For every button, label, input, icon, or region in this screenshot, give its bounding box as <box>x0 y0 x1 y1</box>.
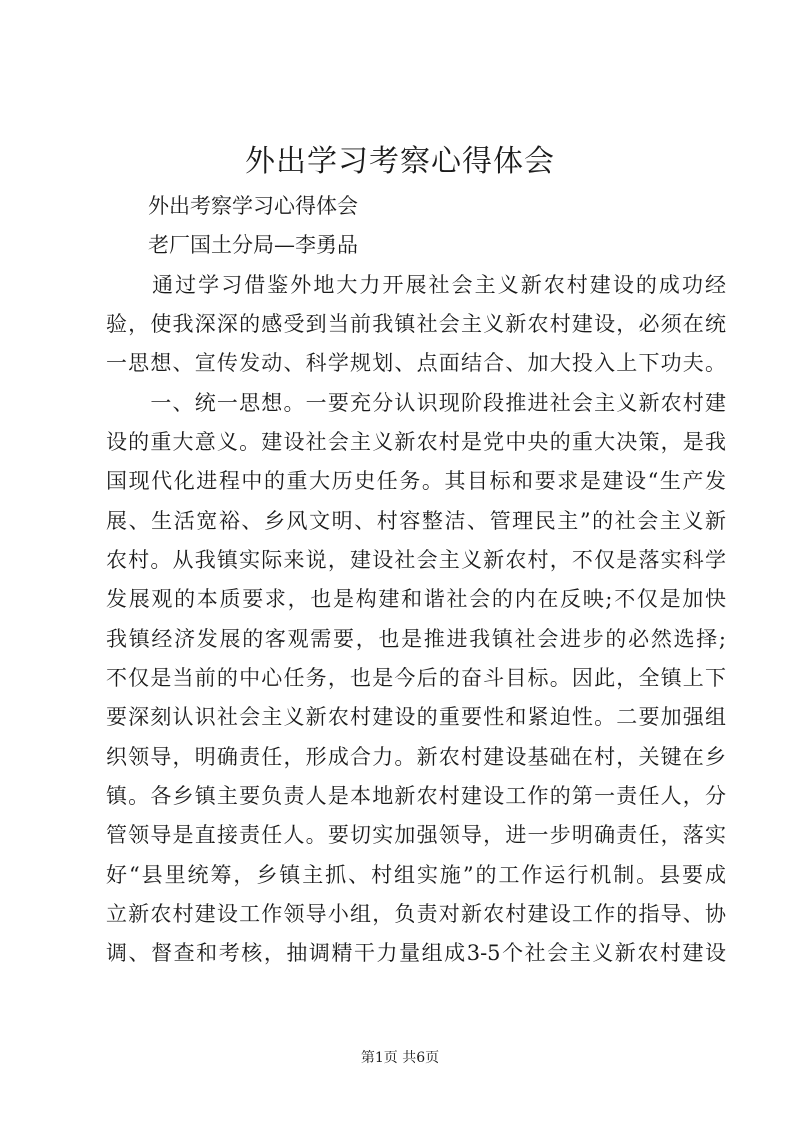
body-line: 一思想、宣传发动、科学规划、点面结合、加大投入上下功夫。 <box>106 351 726 375</box>
body-line: 好“县里统筹，乡镇主抓、村组实施”的工作运行机制。县要成 <box>106 863 726 887</box>
document-title: 外出学习考察心得体会 <box>245 144 555 179</box>
body-line: 不仅是当前的中心任务，也是今后的奋斗目标。因此，全镇上下 <box>106 666 726 690</box>
author-line: 老厂国土分局—李勇品 <box>106 233 358 257</box>
body-line: 管领导是直接责任人。要切实加强领导，进一步明确责任，落实 <box>106 823 726 847</box>
body-line: 展、生活宽裕、乡风文明、村容整洁、管理民主”的社会主义新 <box>106 509 726 533</box>
page-number: 第1页 共6页 <box>360 1050 440 1066</box>
body-line: 设的重大意义。建设社会主义新农村是党中央的重大决策，是我 <box>106 430 726 454</box>
body-line: 发展观的本质要求，也是构建和谐社会的内在反映;不仅是加快 <box>106 587 726 611</box>
body-line: 立新农村建设工作领导小组，负责对新农村建设工作的指导、协 <box>106 902 726 926</box>
body-line: 一、统一思想。一要充分认识现阶段推进社会主义新农村建 <box>106 391 726 415</box>
body-line: 我镇经济发展的客观需要，也是推进我镇社会进步的必然选择; <box>106 627 726 651</box>
subtitle-line: 外出考察学习心得体会 <box>106 194 358 218</box>
body-line: 织领导，明确责任，形成合力。新农村建设基础在村，关键在乡 <box>106 745 726 769</box>
body-line: 验，使我深深的感受到当前我镇社会主义新农村建设，必须在统 <box>106 312 726 336</box>
body-line: 调、督查和考核，抽调精干力量组成3-5个社会主义新农村建设 <box>106 941 726 965</box>
body-line: 要深刻认识社会主义新农村建设的重要性和紧迫性。二要加强组 <box>106 705 726 729</box>
body-line: 通过学习借鉴外地大力开展社会主义新农村建设的成功经 <box>106 273 726 297</box>
body-line: 国现代化进程中的重大历史任务。其目标和要求是建设“生产发 <box>106 469 726 493</box>
body-line: 镇。各乡镇主要负责人是本地新农村建设工作的第一责任人，分 <box>106 784 726 808</box>
body-line: 农村。从我镇实际来说，建设社会主义新农村，不仅是落实科学 <box>106 548 726 572</box>
